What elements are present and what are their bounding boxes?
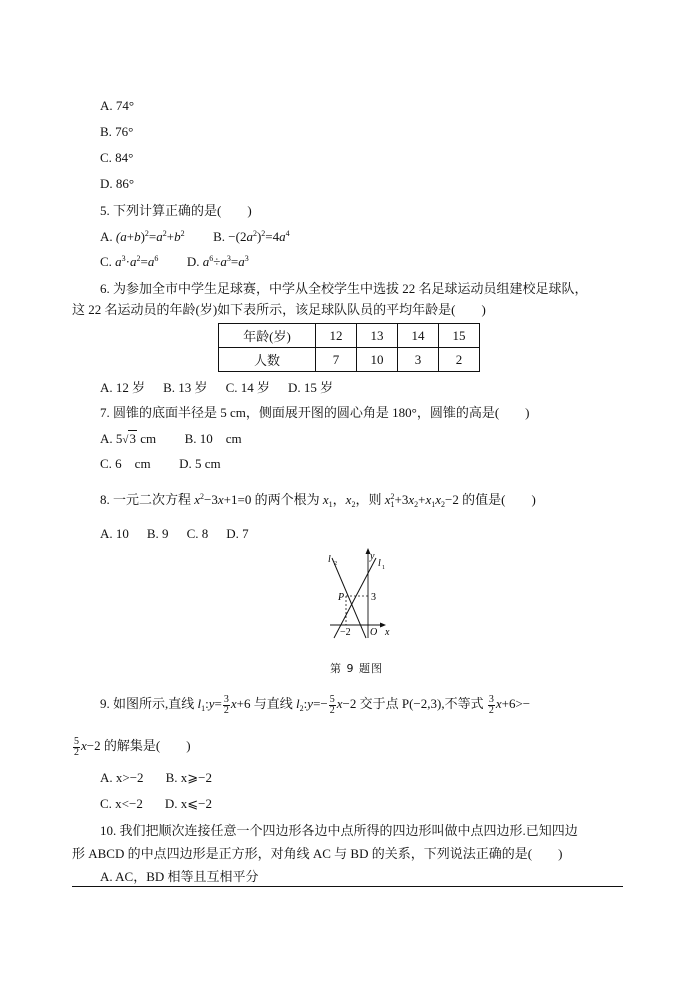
q6-options xyxy=(100,380,333,396)
label-l1-sub: 1 xyxy=(382,565,385,571)
age-cell: 14 xyxy=(398,324,439,348)
q10-option-a: A. AC，BD 相等且互相平分 xyxy=(100,869,259,884)
count-header: 人数 xyxy=(219,348,316,372)
age-cell: 13 xyxy=(357,324,398,348)
q9-stem-c: 交于点 P(−2,3),不等式 xyxy=(356,696,487,711)
age-header: 年龄(岁) xyxy=(219,324,316,348)
q7-option-c: C. 6 cm xyxy=(100,456,151,471)
label-x: x xyxy=(385,627,390,638)
label-l2: l xyxy=(328,554,331,565)
q7-stem: 7. 圆锥的底面半径是 5 cm，侧面展开图的圆心角是 180°，圆锥的高是( ) xyxy=(100,405,530,420)
q4-option-c: C. 84° xyxy=(100,150,134,165)
age-table xyxy=(218,323,480,372)
q6-option-c: C. 14 岁 xyxy=(225,380,270,395)
q9-stem-b: 与直线 xyxy=(250,696,297,711)
q9-figure xyxy=(318,546,398,646)
count-cell: 2 xyxy=(439,348,480,372)
age-cell: 12 xyxy=(316,324,357,348)
q4-option-d: D. 86° xyxy=(100,176,135,191)
q9-options-row2 xyxy=(100,796,212,812)
q8-stem-then: ，则 xyxy=(355,492,385,507)
q5-options-row2: C. $a^3\cdot a^2=a^6$ D. $a^6\div a^3=a^3$ xyxy=(100,254,249,269)
q7-option-a-prefix: A. 5 xyxy=(100,431,123,446)
q9-stem-d: 的解集是( ) xyxy=(103,738,191,753)
q6-stem-line1: 6. 为参加全市中学生足球赛，中学从全校学生中选拔 22 名足球运动员组建校足球队， xyxy=(100,281,588,296)
q8-stem-start: 8. 一元二次方程 xyxy=(100,492,195,507)
label-neg2: −2 xyxy=(340,627,351,638)
count-row xyxy=(219,348,480,372)
q8-stem: 8. 一元二次方程 $x^2-3x+1=0$ 的两个根为 $x_1$，$x_2$，则 $x_1^2+3x_2+x_1x_2-2$ 的值是( ) xyxy=(100,492,536,509)
label-l2-sub: 2 xyxy=(334,561,337,567)
figure-caption: 第 9 题图 xyxy=(330,662,383,675)
q10-stem-line1: 10. 我们把顺次连接任意一个四边形各边中点所得的四边形叫做中点四边形.已知四边 xyxy=(100,823,578,838)
q7-option-a-unit: cm xyxy=(136,431,157,446)
q9-option-a: A. x>−2 xyxy=(100,770,144,785)
q9-stem-line1: 9. 如图所示,直线 $l_1:y=$ $\frac{3}{2}$ x+6 与直线 $l_2:y=-$ $\frac{5}{2}$ x−2 交于点 P(−2,3),不等式 $\frac{3}{2}$ x+6>− xyxy=(100,693,531,716)
q7-option-a-root: 3 xyxy=(129,431,136,446)
q5-stem: 5. 下列计算正确的是( ) xyxy=(100,203,252,218)
q7-options-row2 xyxy=(100,456,221,472)
q5-c-label: C. xyxy=(100,254,116,269)
q8-stem-mid: 的两个根为 xyxy=(251,492,323,507)
q7-options-row1: A. 5√3 cm B. 10 cm xyxy=(100,431,242,446)
count-cell: 10 xyxy=(357,348,398,372)
q8-option-b: B. 9 xyxy=(146,526,169,541)
q5-options-row1: A. $(a+b)^2=a^2+b^2$ B. $-(2a^2)^2=4a^4$ xyxy=(100,229,290,244)
q8-options xyxy=(100,526,249,542)
q10-stem-line2: 形 ABCD 的中点四边形是正方形，对角线 AC 与 BD 的关系，下列说法正确的是( ) xyxy=(72,846,563,861)
q8-option-c: C. 8 xyxy=(186,526,209,541)
label-l1: l xyxy=(378,558,381,569)
q8-option-d: D. 7 xyxy=(226,526,249,541)
label-origin: O xyxy=(370,627,378,638)
count-cell: 7 xyxy=(316,348,357,372)
count-cell: 3 xyxy=(398,348,439,372)
page-bottom-rule xyxy=(72,886,623,887)
q5-d-label: D. xyxy=(186,254,203,269)
q6-stem-line2: 这 22 名运动员的年龄(岁)如下表所示，该足球队队员的平均年龄是( ) xyxy=(72,302,486,317)
q8-option-a: A. 10 xyxy=(100,526,129,541)
q9-option-d: D. x⩽−2 xyxy=(164,796,212,811)
age-row xyxy=(219,324,480,348)
q9-stem-a: 9. 如图所示,直线 xyxy=(100,696,198,711)
q6-option-b: B. 13 岁 xyxy=(163,380,208,395)
q9-stem-line2: $\frac{5}{2}$ x−2 的解集是( ) xyxy=(74,735,191,758)
q7-option-d: D. 5 cm xyxy=(179,456,221,471)
q7-option-b: B. 10 cm xyxy=(184,431,242,446)
q4-option-b: B. 76° xyxy=(100,124,134,139)
age-cell: 15 xyxy=(439,324,480,348)
q9-options-row1 xyxy=(100,770,212,786)
q9-option-b: B. x⩾−2 xyxy=(165,770,212,785)
q5-a-label: A. xyxy=(100,229,116,244)
q8-stem-end: 的值是( ) xyxy=(458,492,536,507)
q6-option-d: D. 15 岁 xyxy=(287,380,334,395)
q9-option-c: C. x<−2 xyxy=(100,796,143,811)
q5-b-label: B. xyxy=(213,229,229,244)
q6-option-a: A. 12 岁 xyxy=(100,380,146,395)
label-p: P xyxy=(338,592,345,603)
label-y: y xyxy=(370,551,375,562)
q4-option-a: A. 74° xyxy=(100,98,135,113)
label-three: 3 xyxy=(371,592,376,603)
